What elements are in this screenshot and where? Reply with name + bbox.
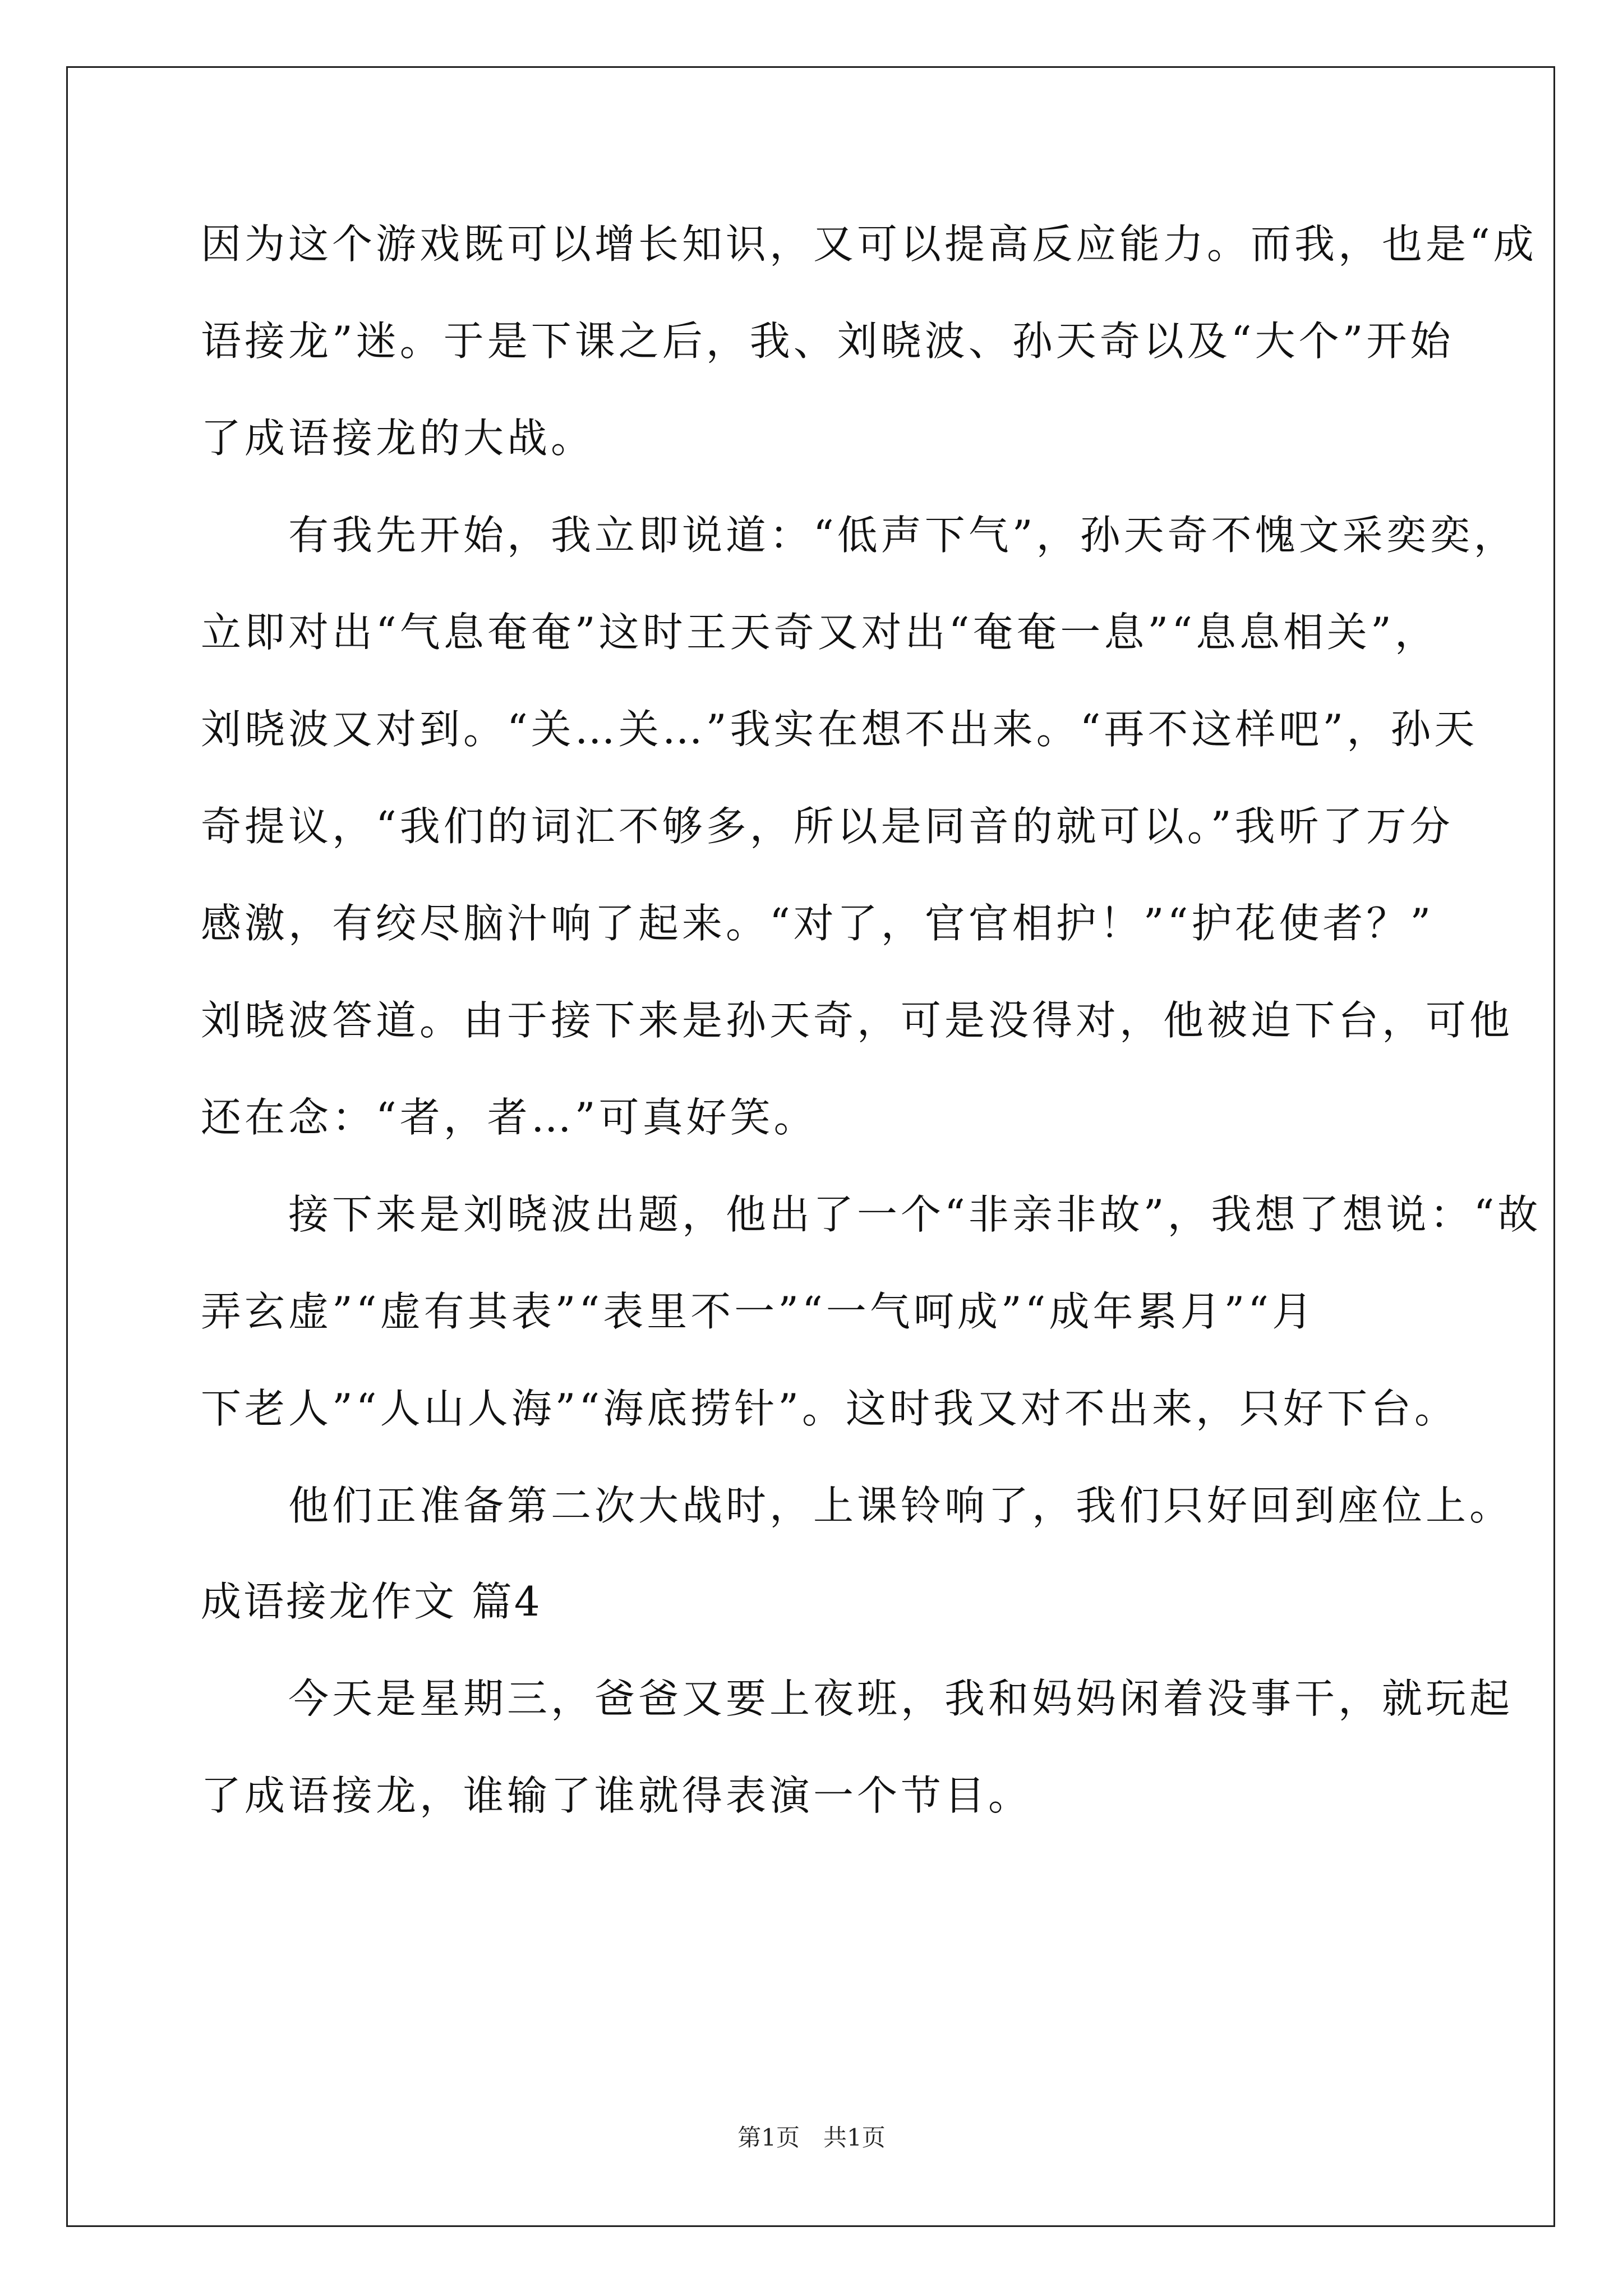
text-line: 有我先开始，我立即说道：“低声下气”，孙天奇不愧文采奕奕，: [201, 512, 1518, 559]
text-line: 了成语接龙的大战。: [201, 415, 595, 462]
text-line: 立即对出“气息奄奄”这时王天奇又对出“奄奄一息”“息息相关”，: [201, 609, 1438, 656]
text-line: 接下来是刘晓波出题，他出了一个“非亲非故”，我想了想说：“故: [201, 1191, 1542, 1238]
page-number: 第1页 共1页: [737, 2124, 886, 2151]
page-border: [66, 66, 1555, 2227]
section-heading: 成语接龙作文 篇4: [201, 1578, 542, 1625]
text-line: 下老人”“人山人海”“海底捞针”。这时我又对不出来，只好下台。: [201, 1385, 1459, 1432]
page-footer: [0, 2123, 1623, 2152]
text-line: 他们正准备第二次大战时，上课铃响了，我们只好回到座位上。: [201, 1482, 1514, 1529]
text-line: 刘晓波答道。由于接下来是孙天奇，可是没得对，他被迫下台，可他: [201, 997, 1514, 1044]
text-line: 语接龙”迷。于是下课之后，我、刘晓波、孙天奇以及“大个”开始: [201, 318, 1454, 365]
text-line: 奇提议，“我们的词汇不够多，所以是同音的就可以。”我听了万分: [201, 803, 1454, 850]
text-line: 弄玄虚”“虚有其表”“表里不一”“一气呵成”“成年累月”“月: [201, 1288, 1316, 1335]
text-line: 感激，有绞尽脑汁响了起来。“对了，官官相护！”“护花使者？”: [201, 900, 1435, 947]
text-line: 今天是星期三，爸爸又要上夜班，我和妈妈闲着没事干，就玩起: [201, 1675, 1514, 1722]
text-line: 了成语接龙，谁输了谁就得表演一个节目。: [201, 1772, 1032, 1819]
text-line: 因为这个游戏既可以增长知识，又可以提高反应能力。而我，也是“成: [201, 220, 1537, 268]
text-line: 刘晓波又对到。“关…关…”我实在想不出来。“再不这样吧”，孙天: [201, 706, 1478, 753]
text-line: 还在念：“者，者…”可真好笑。: [201, 1094, 818, 1141]
